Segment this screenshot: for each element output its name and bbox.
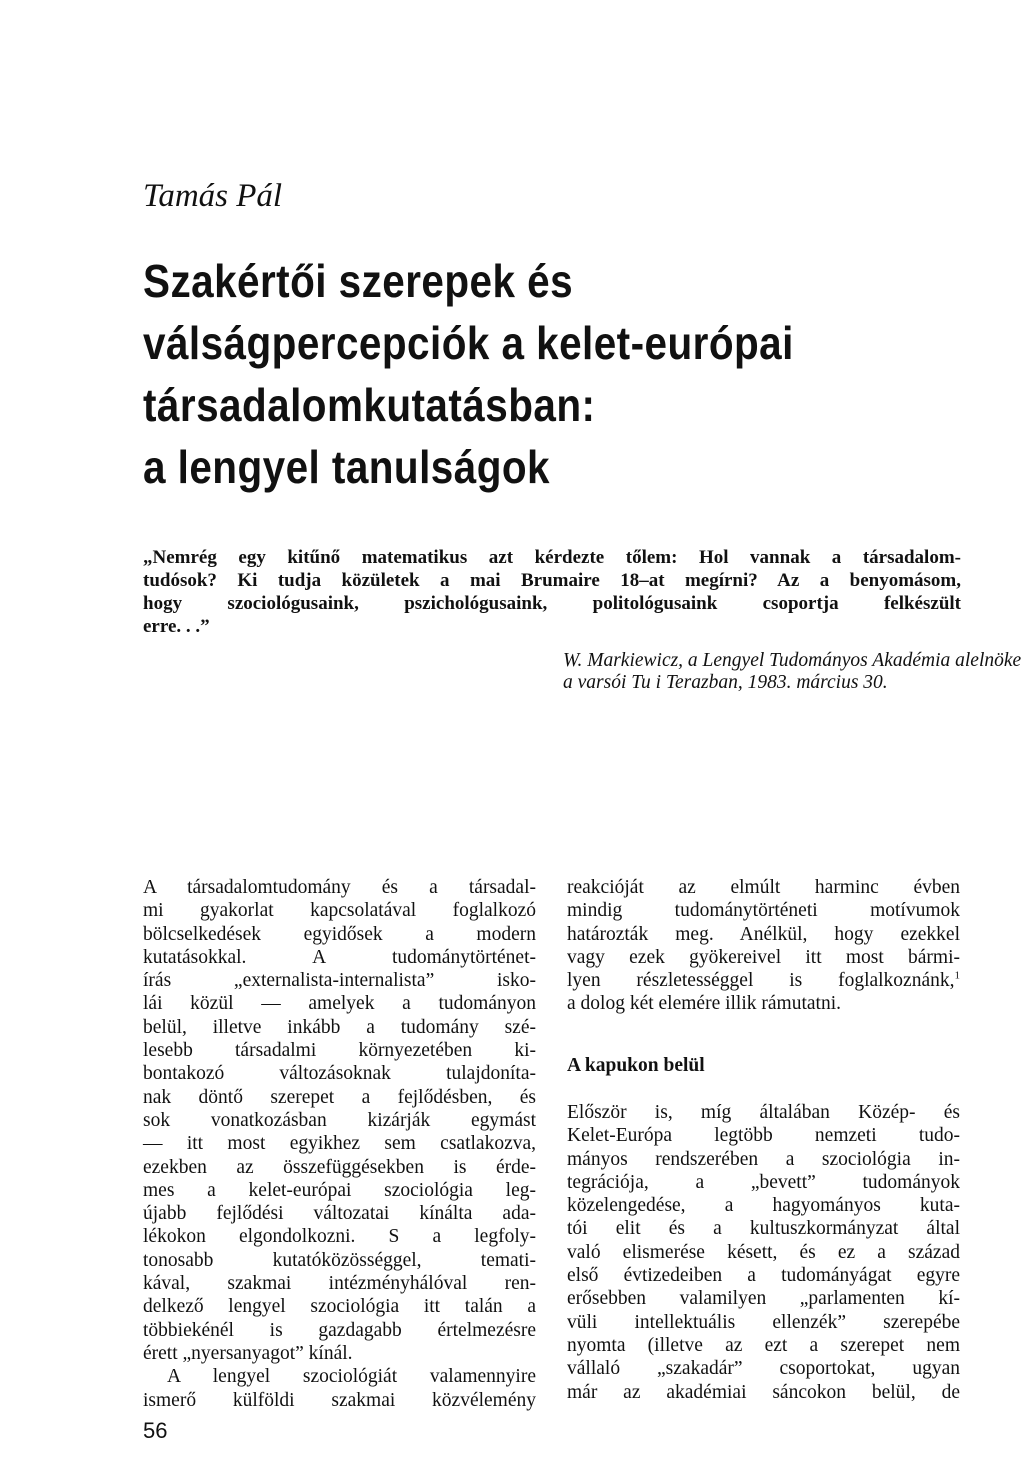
- body-line: mi gyakorlat kapcsolatával foglalkozó: [143, 900, 536, 922]
- body-line: tonosabb kutatóközösséggel, temati-: [143, 1249, 536, 1271]
- body-line: újabb fejlődési változatai kínálta ada-: [143, 1203, 536, 1225]
- body-line: többiekénél is gazdagabb értelmezésre: [143, 1319, 536, 1341]
- right-column-bottom: [567, 1101, 960, 1404]
- left-column: [143, 876, 536, 1412]
- right-column-top: [567, 876, 960, 1016]
- article-title: [143, 250, 865, 498]
- body-line: kutatásokkal. A tudománytörténet-: [143, 946, 536, 968]
- title-line: Szakértői szerepek és: [143, 255, 574, 307]
- body-line: ezekben az összefüggésekben is érde-: [143, 1156, 536, 1178]
- body-line: első évtizedeiben a tudományágat egyre: [567, 1265, 960, 1287]
- body-line: Először is, míg általában Közép- és: [567, 1102, 960, 1123]
- attribution-line: a varsói Tu i Terazban, 1983. március 30.: [563, 672, 888, 693]
- epigraph-line: hogy szociológusaink, pszichológusaink, politológusaink csoportja felkészült: [143, 593, 961, 614]
- section-heading: A kapukon belül: [567, 1055, 705, 1076]
- epigraph-line: tudósok? Ki tudja közületek a mai Brumaire 18–at megírni? Az a benyomásom,: [143, 570, 961, 591]
- title-line: válságpercepciók a kelet-európai: [143, 317, 794, 369]
- page-number: 56: [143, 1418, 168, 1443]
- body-line: mes a kelet-európai szociológia leg-: [143, 1179, 536, 1201]
- epigraph-quote: [143, 546, 961, 638]
- body-line: sok vonatkozásban kizárják egymást: [143, 1109, 536, 1131]
- body-line: tói elit és a kultuszkormányzat által: [567, 1218, 960, 1240]
- epigraph-line: erre. . .”: [143, 616, 210, 637]
- epigraph-line: „Nemrég egy kitűnő matematikus azt kérdezte tőlem: Hol vannak a társadalom-: [143, 547, 961, 568]
- body-line: kával, szakmai intézményhálóval ren-: [143, 1273, 536, 1295]
- body-line: Kelet-Európa legtöbb nemzeti tudo-: [567, 1125, 960, 1147]
- body-line: belül, illetve inkább a tudomány szé-: [143, 1016, 536, 1038]
- body-line: határozták meg. Anélkül, hogy ezekkel: [567, 923, 960, 945]
- author-name: Tamás Pál: [143, 178, 283, 214]
- body-line: vállaló „szakadár” csoportokat, ugyan: [567, 1358, 960, 1380]
- epigraph-attribution: [563, 650, 1022, 694]
- body-line: vüli intellektuális ellenzék” szerepébe: [567, 1311, 960, 1333]
- body-line: már az akadémiai sáncokon belül, de: [567, 1381, 960, 1403]
- title-line: társadalomkutatásban:: [143, 379, 596, 431]
- body-line: tegrációja, a „bevett” tudományok: [567, 1171, 960, 1193]
- body-line-text: lyen részletességgel is foglalkoznánk,: [567, 970, 955, 992]
- body-line: mányos rendszerében a szociológia in-: [567, 1148, 960, 1170]
- body-line: delkező lengyel szociológia itt talán a: [143, 1296, 536, 1318]
- footnote-marker[interactable]: 1: [954, 969, 960, 982]
- body-line: bontakozó változásoknak tulajdoníta-: [143, 1063, 536, 1085]
- body-line: A lengyel szociológiát valamennyire: [167, 1366, 536, 1388]
- body-line: való elismerése késett, és ez a század: [567, 1241, 960, 1263]
- body-line: közelengedése, a hagyományos kuta-: [567, 1195, 960, 1217]
- body-line: [567, 969, 960, 992]
- body-line: reakcióját az elmúlt harminc évben: [567, 877, 960, 898]
- body-line: írás „externalista-internalista” isko-: [143, 970, 536, 992]
- title-line: a lengyel tanulságok: [143, 441, 550, 493]
- body-line: nyomta (illetve az ezt a szerepet nem: [567, 1334, 960, 1356]
- body-line: bölcselkedések egyidősek a modern: [143, 923, 536, 945]
- body-line: erősebben valamilyen „parlamenten kí-: [567, 1288, 960, 1310]
- body-line: a dolog két elemére illik rámutatni.: [567, 993, 841, 1015]
- body-line: ismerő külföldi szakmai közvélemény: [143, 1389, 536, 1411]
- body-line: mindig tudománytörténeti motívumok: [567, 900, 960, 922]
- body-line: lái közül — amelyek a tudományon: [143, 993, 536, 1015]
- body-line: lesebb társadalmi környezetében ki-: [143, 1040, 536, 1062]
- body-line: érett „nyersanyagot” kínál.: [143, 1342, 353, 1364]
- body-line: A társadalomtudomány és a társadal-: [143, 877, 536, 898]
- attribution-line: W. Markiewicz, a Lengyel Tudományos Akadémia alelnöke: [563, 650, 1022, 671]
- body-line: — itt most egyikhez sem csatlakozva,: [143, 1133, 536, 1155]
- body-line: vagy ezek gyökereivel itt most bármi-: [567, 946, 960, 968]
- body-line: nak döntő szerepet a fejlődésben, és: [143, 1086, 536, 1108]
- body-line: lékokon elgondolkozni. S a legfoly-: [143, 1226, 536, 1248]
